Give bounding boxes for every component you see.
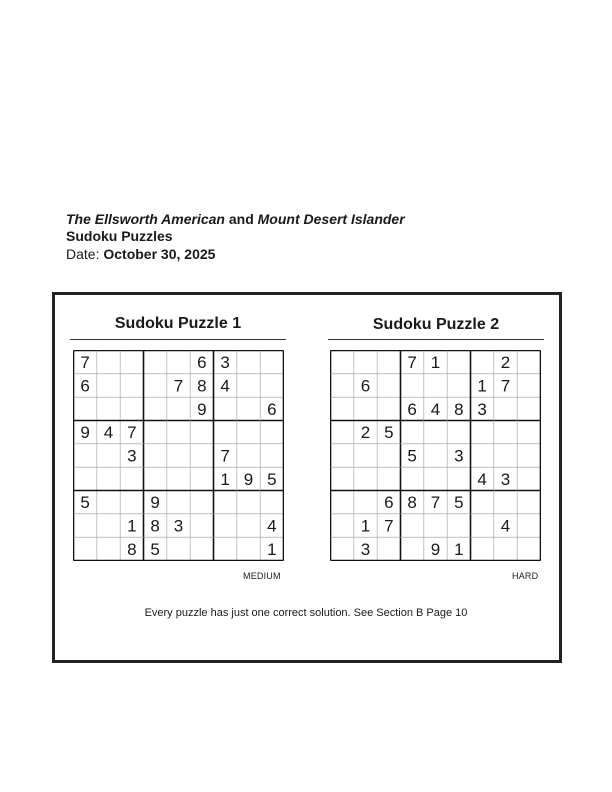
publication-name-2: Mount Desert Islander	[257, 211, 405, 227]
date-label: Date:	[66, 246, 100, 262]
given-digit: 7	[220, 446, 230, 466]
given-digit: 3	[127, 446, 137, 466]
page-header	[66, 211, 405, 263]
given-digit: 1	[430, 353, 441, 373]
given-digit: 4	[103, 423, 114, 443]
given-digit: 5	[407, 446, 417, 466]
puzzle-1-difficulty: MEDIUM	[243, 571, 281, 581]
given-digit: 9	[430, 539, 441, 559]
given-digit: 3	[454, 446, 464, 466]
given-digit: 9	[80, 423, 90, 443]
given-digit: 6	[80, 376, 90, 396]
given-digit: 1	[360, 516, 371, 536]
puzzle-1-grid	[73, 350, 284, 561]
given-digit: 3	[360, 539, 371, 559]
puzzle-1-title: Sudoku Puzzle 1	[114, 315, 242, 332]
given-digit: 7	[173, 376, 184, 396]
puzzle-2-title: Sudoku Puzzle 2	[372, 316, 500, 333]
given-digit: 7	[127, 423, 137, 443]
publication-name-1: The Ellsworth American	[66, 211, 225, 227]
given-digit: 1	[267, 539, 277, 559]
date-line	[66, 245, 405, 263]
given-digit: 4	[477, 469, 487, 489]
given-digit: 8	[407, 493, 417, 513]
given-digit: 1	[454, 539, 464, 559]
page-subtitle: Sudoku Puzzles	[66, 228, 173, 244]
given-digit: 8	[454, 399, 464, 419]
puzzle-1-title-rule	[70, 339, 286, 340]
given-digit: 2	[500, 353, 511, 373]
given-digit: 7	[500, 376, 511, 396]
given-digit: 7	[407, 353, 417, 373]
given-digit: 8	[127, 539, 137, 559]
given-digit: 9	[150, 493, 160, 513]
given-digit: 5	[80, 493, 90, 513]
given-digit: 5	[150, 539, 160, 559]
publication-connector: and	[228, 211, 254, 227]
given-digit: 3	[220, 353, 230, 373]
puzzle-2-difficulty: HARD	[512, 571, 539, 581]
given-digit: 3	[477, 399, 487, 419]
given-digit: 5	[454, 493, 464, 513]
given-digit: 1	[127, 516, 137, 536]
given-digit: 9	[197, 399, 207, 419]
solution-note: Every puzzle has just one correct solution. See Section B Page 10	[144, 607, 468, 619]
given-digit: 2	[360, 423, 371, 443]
given-digit: 5	[384, 423, 394, 443]
given-digit: 6	[267, 399, 277, 419]
given-digit: 8	[197, 376, 207, 396]
given-digit: 6	[384, 493, 394, 513]
given-digit: 8	[150, 516, 160, 536]
given-digit: 7	[430, 493, 441, 513]
publication-line	[66, 211, 405, 228]
given-digit: 9	[243, 469, 254, 489]
given-digit: 3	[500, 469, 511, 489]
given-digit: 4	[430, 399, 441, 419]
given-digit: 4	[220, 376, 230, 396]
puzzle-2-grid	[330, 350, 541, 561]
given-digit: 5	[267, 469, 277, 489]
given-digit: 6	[197, 353, 207, 373]
given-digit: 7	[384, 516, 394, 536]
given-digit: 4	[500, 516, 511, 536]
given-digit: 6	[407, 399, 417, 419]
given-digit: 1	[220, 469, 230, 489]
given-digit: 4	[267, 516, 277, 536]
date-value: October 30, 2025	[103, 246, 216, 262]
given-digit: 1	[477, 376, 487, 396]
given-digit: 3	[173, 516, 184, 536]
puzzle-2-title-rule	[328, 339, 544, 340]
given-digit: 6	[360, 376, 371, 396]
given-digit: 7	[80, 353, 90, 373]
